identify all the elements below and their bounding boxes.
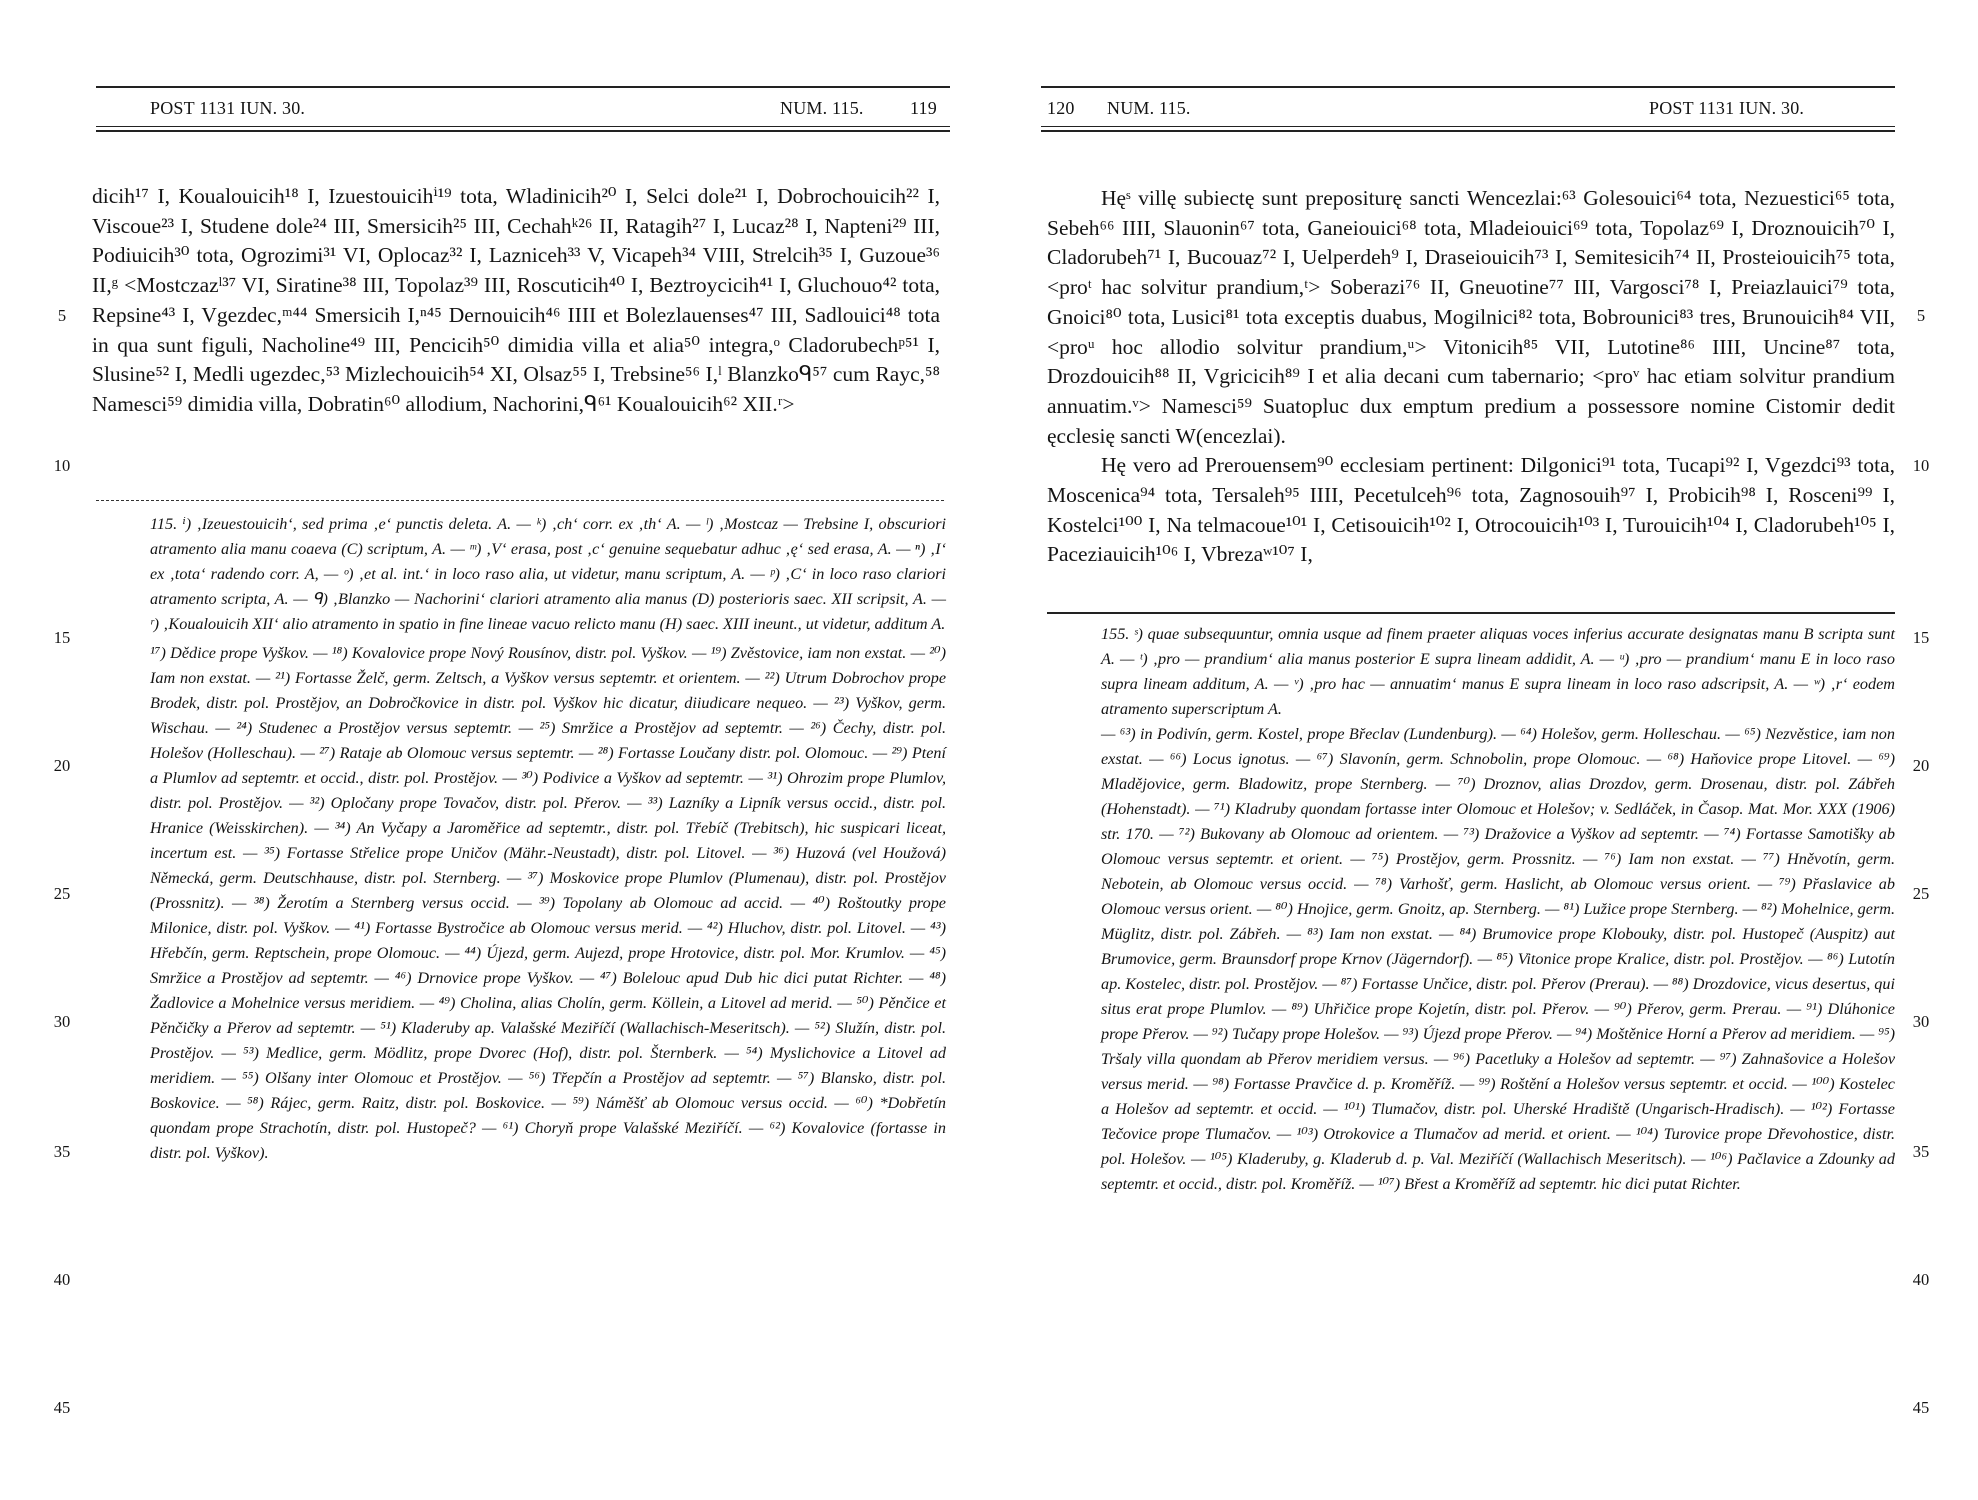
- charter-text-right: [1047, 184, 1895, 570]
- header-top-rule: [96, 86, 950, 88]
- page-number: 119: [910, 98, 937, 118]
- commentary-notes: — ⁶³) in Podivín, germ. Kostel, prope Břeclav (Lundenburg). — ⁶⁴) Holešov, germ. Holleschau. — ⁶⁵) Nezvěstice, iam non exstat. — ⁶⁶) Locus ignotus. — ⁶⁷) Slavonín, germ. Schnobolin, prope Olomouc. — ⁶⁸) Haňovice prope Litovel. — ⁶⁹) Mladějovice, germ. Bladowitz, prope Sternberg. — ⁷⁰) Droznov, alias Drozdov, germ. Drosenau, distr. pol. Zábřeh (Hohenstadt). — ⁷¹) Kladruby quondam fortasse inter Olomouc et Holešov; v. Sedláček, in Časop. Mat. Mor. XXX (1906) str. 170. — ⁷²) Bukovany ab Olomouc ad orientem. — ⁷³) Dražovice a Vyškov ad septemtr. — ⁷⁴) Fortasse Samotišky ab Olomouc versus septemtr. et orient. — ⁷⁵) Prostějov, germ. Prossnitz. — ⁷⁶) Iam non exstat. — ⁷⁷) Hněvotín, germ. Nebotein, ab Olomouc versus occid. — ⁷⁸) Varhošť, germ. Haslicht, ab Olomouc versus orient. — ⁷⁹) Přaslavice ab Olomouc versus orient. — ⁸⁰) Hnojice, germ. Gnoitz, ap. Sternberg. — ⁸¹) Lužice prope Sternberg. — ⁸²) Mohelnice, germ. Müglitz, distr. pol. Zábřeh. — ⁸³) Iam non exstat. — ⁸⁴) Brumovice prope Klobouky, distr. pol. Hustopeč (Auspitz) aut Brumovice, germ. Braunsdorf prope Krnov (Jägerndorf). — ⁸⁵) Vitonice prope Kralice, distr. pol. Prostějov. — ⁸⁶) Lutotín ap. Kostelec, distr. pol. Prostějov. — ⁸⁷) Fortasse Unčice, distr. pol. Přerov (Prerau). — ⁸⁸) Drozdovice, vicus desertus, qui situs erat prope Plumlov. — ⁸⁹) Uhřičice prope Kojetín, distr. pol. Přerov. — ⁹⁰) Přerov, germ. Prerau. — ⁹¹) Dlúhonice prope Přerov. — ⁹²) Tučapy prope Holešov. — ⁹³) Újezd prope Přerov. — ⁹⁴) Moštěnice Horní a Přerov ad meridiem. — ⁹⁵) Tršaly villa quondam ab Přerov meridiem versus. — ⁹⁶) Pacetluky a Holešov ad septemtr. — ⁹⁷) Zahnašovice a Holešov versus merid. — ⁹⁸) Fortasse Pravčice d. p. Kroměříž. — ⁹⁹) Roštění a Holešov versus septemtr. et occid. — ¹⁰⁰) Kostelec a Holešov ad septemtr. et occid. — ¹⁰¹) Tlumačov, distr. pol. Uherské Hradiště (Ungarisch-Hradisch). — ¹⁰²) Fortasse Tečovice prope Tlumačov. — ¹⁰³) Otrokovice a Tlumačov ad merid. et orient. — ¹⁰⁴) Turovice prope Dřevohostice, distr. pol. Holešov. — ¹⁰⁵) Kladeruby, g. Kladerub d. p. Val. Meziříčí (Wallachisch Meseritsch). — ¹⁰⁶) Pačlavice a Zdounky ad septemtr. et occid., distr. pol. Kroměříž. — ¹⁰⁷) Břest a Kroměříž ad septemtr. hic dici putat Richter.: [1101, 725, 1895, 1193]
- line-number: 20: [53, 756, 71, 775]
- line-number: 5: [1916, 306, 1926, 325]
- line-number: 45: [1912, 1398, 1930, 1417]
- line-number: 45: [53, 1398, 71, 1417]
- line-number: 5: [57, 306, 67, 325]
- line-number: 25: [53, 884, 71, 903]
- charter-paragraph: dicih¹⁷ I, Koualouicih¹⁸ I, Izuestouicihⁱ¹⁹ tota, Wladinicih²⁰ I, Selci dole²¹ I, Dobrochouicih²² I, Viscoue²³ I, Studene dole²⁴ III, Smersicih²⁵ III, Cechahᵏ²⁶ II, Ratagih²⁷ I, Lucaz²⁸ I, Napteni²⁹ III, Podiuicih³⁰ tota, Ogrozimi³¹ VI, Oplocaz³² I, Lazniceh³³ V, Vicapeh³⁴ VIII, Strelcih³⁵ I, Guzoue³⁶ II,ᵍ <Mostczazˡ³⁷ VI, Siratine³⁸ III, Topolaz³⁹ III, Roscuticih⁴⁰ I, Beztroycicih⁴¹ I, Gluchouo⁴² tota, Repsine⁴³ I, Vgezdec,ᵐ⁴⁴ Smersicih I,ⁿ⁴⁵ Dernouicih⁴⁶ IIII et Bolezlauenses⁴⁷ III, Sadlouici⁴⁸ tota in qua sunt figuli, Nacholine⁴⁹ III, Pencicih⁵⁰ dimidia villa et alia⁵⁰ integra,ᵒ Cladorubechᵖ⁵¹ I, Slusine⁵² I, Medli ugezdec,⁵³ Mizlechouicih⁵⁴ XI, Olsaz⁵⁵ I, Trebsine⁵⁶ I,ˡ Blanzkoᑫ⁵⁷ cum Rayc,⁵⁸ Namesci⁵⁹ dimidia villa, Dobratin⁶⁰ allodium, Nachorini,ᑫ⁶¹ Koualouicih⁶² XII.ʳ>: [92, 184, 940, 416]
- line-number: 10: [53, 456, 71, 475]
- right-page: [989, 0, 1978, 1500]
- line-number: 40: [1912, 1270, 1930, 1289]
- running-head-date: POST 1131 IUN. 30.: [150, 98, 306, 118]
- header-bottom-rule-double: [1041, 130, 1895, 132]
- line-number: 15: [53, 628, 71, 647]
- header-bottom-rule: [96, 126, 950, 127]
- running-head-date: POST 1131 IUN. 30.: [1649, 98, 1805, 118]
- line-number: 25: [1912, 884, 1930, 903]
- line-number: 10: [1912, 456, 1930, 475]
- header-bottom-rule: [1041, 126, 1895, 127]
- line-number: 30: [53, 1012, 71, 1031]
- line-number: 30: [1912, 1012, 1930, 1031]
- page-number: 120: [1047, 98, 1075, 118]
- running-head-num: NUM. 115.: [780, 98, 864, 118]
- footnotes-left: [150, 512, 946, 1166]
- charter-text-left: [92, 182, 940, 420]
- running-head-num: NUM. 115.: [1107, 98, 1191, 118]
- line-number: 20: [1912, 756, 1930, 775]
- textual-notes: 155. ˢ) quae subsequuntur, omnia usque ad finem praeter aliquas voces inferius accurate designatas manu B scripta sunt A. — ᵗ) ‚pro — prandium‘ alia manus posterior E supra lineam addidit, A. — ᵘ) ‚pro — prandium‘ manu E in loco raso supra lineam additum, A. — ᵛ) ‚pro hac — annuatim‘ manus E supra lineam in loco raso adscripsit, A. — ʷ) ‚r‘ eodem atramento superscriptum A.: [1101, 625, 1895, 718]
- line-number: 40: [53, 1270, 71, 1289]
- commentary-notes: ¹⁷) Dědice prope Vyškov. — ¹⁸) Kovalovice prope Nový Rousínov, distr. pol. Vyškov. — ¹⁹) Zvěstovice, iam non exstat. — ²⁰) Iam non exstat. — ²¹) Fortasse Želč, germ. Zeltsch, a Vyškov versus septemtr. et orientem. — ²²) Utrum Dobrochov prope Brodek, distr. pol. Prostějov, an Dobročkovice in distr. pol. Vyškov hic dicatur, diiudicare nequeo. — ²³) Vyškov, germ. Wischau. — ²⁴) Studenec a Prostějov versus septemtr. — ²⁵) Smržice a Prostějov ad septemtr. — ²⁶) Čechy, distr. pol. Holešov (Holleschau). — ²⁷) Rataje ab Olomouc versus septemtr. — ²⁸) Fortasse Loučany distr. pol. Olomouc. — ²⁹) Ptení a Plumlov ad septemtr. et occid., distr. pol. Prostějov. — ³⁰) Podivice a Vyškov ad septemtr. — ³¹) Ohrozim prope Plumlov, distr. pol. Prostějov. — ³²) Opločany prope Tovačov, distr. pol. Přerov. — ³³) Lazníky a Lipník versus occid., distr. pol. Hranice (Weisskirchen). — ³⁴) An Vyčapy a Jaroměřice ad septemtr., distr. pol. Třebíč (Trebitsch), hic suspicari liceat, incertum est. — ³⁵) Fortasse Střelice prope Uničov (Mähr.-Neustadt), distr. pol. Litovel. — ³⁶) Huzová (vel Houžová) Německá, germ. Deutschhause, distr. pol. Sternberg. — ³⁷) Moskovice prope Plumlov (Plumenau), distr. pol. Prostějov (Prossnitz). — ³⁸) Žerotím a Sternberg versus occid. — ³⁹) Topolany ab Olomouc ad accid. — ⁴⁰) Roštoutky prope Milonice, distr. pol. Vyškov. — ⁴¹) Fortasse Bystročice ab Olomouc versus merid. — ⁴²) Hluchov, distr. pol. Litovel. — ⁴³) Hřebčín, germ. Reptschein, prope Olomouc. — ⁴⁴) Újezd, germ. Aujezd, prope Hrotovice, distr. pol. Mor. Krumlov. — ⁴⁵) Smržice a Prostějov ad septemtr. — ⁴⁶) Drnovice prope Vyškov. — ⁴⁷) Bolelouc apud Dub hic dici putat Richter. — ⁴⁸) Žadlovice a Mohelnice versus meridiem. — ⁴⁹) Cholina, alias Cholín, germ. Köllein, a Litovel ad merid. — ⁵⁰) Pěnčice et Pěnčičky a Přerov ad septemtr. — ⁵¹) Kladeruby ap. Valašské Meziříčí (Wallachisch-Meseritsch). — ⁵²) Služín, distr. pol. Prostějov. — ⁵³) Medlice, germ. Mödlitz, prope Dvorec (Hof), distr. pol. Šternberk. — ⁵⁴) Myslichovice a Litovel ad meridiem. — ⁵⁵) Olšany inter Olomouc et Prostějov. — ⁵⁶) Třepčín a Prostějov ad septemtr. — ⁵⁷) Blansko, distr. pol. Boskovice. — ⁵⁸) Rájec, germ. Raitz, distr. pol. Boskovice. — ⁵⁹) Náměšť ab Olomouc versus occid. — ⁶⁰) *Dobřetín quondam prope Strachotín, distr. pol. Hustopeč? — ⁶¹) Choryň prope Valašské Meziříčí. — ⁶²) Kovalovice (fortasse in distr. pol. Vyškov).: [150, 644, 946, 1162]
- line-number: 15: [1912, 628, 1930, 647]
- footnotes-right: [1101, 622, 1895, 1197]
- charter-paragraph: Hęˢ villę subiectę sunt prepositurę sancti Wencezlai:⁶³ Golesouici⁶⁴ tota, Nezuestici⁶⁵ tota, Sebeh⁶⁶ IIII, Slauonin⁶⁷ tota, Ganeiouici⁶⁸ tota, Mladeiouici⁶⁹ tota, Topolaz⁶⁹ I, Droznouicih⁷⁰ I, Cladorubeh⁷¹ I, Bucouaz⁷² I, Uelperdeh⁹ I, Draseiouicih⁷³ I, Semitesicih⁷⁴ II, Prosteiouicih⁷⁵ tota, <proᵗ hac solvitur prandium,ᵗ> Soberazi⁷⁶ II, Gneuotine⁷⁷ III, Vargosci⁷⁸ I, Preiazlauici⁷⁹ tota, Gnoici⁸⁰ tota, Lusici⁸¹ tota exceptis duabus, Mogilnici⁸² tota, Bobrounici⁸³ tres, Brunouicih⁸⁴ VII, <proᵘ hoc allodio solvitur prandium,ᵘ> Vitonicih⁸⁵ VII, Lutotine⁸⁶ IIII, Uncine⁸⁷ tota, Drozdouicih⁸⁸ II, Vgricicih⁸⁹ I et alia decani cum tabernario; <proᵛ hac etiam solvitur prandium annuatim.ᵛ> Namesci⁵⁹ Suatopluc dux emptum predium a possessore nomine Cistomir dedit ęcclesię sancti W(encezlai).: [1047, 186, 1895, 448]
- line-number: 35: [1912, 1142, 1930, 1161]
- textual-notes: 115. ⁱ) ‚Izeuestouicih‘, sed prima ‚e‘ punctis deleta. A. — ᵏ) ‚ch‘ corr. ex ‚th‘ A. — ˡ) ‚Mostcaz — Trebsine I, obscuriori atramento alia manu coaeva (C) scriptum, A. — ᵐ) ‚V‘ erasa, post ‚c‘ genuine sequebatur adhuc ‚ę‘ sed erasa, A. — ⁿ) ‚I‘ ex ‚tota‘ radendo corr. A, — ᵒ) ‚et al. int.‘ in loco raso alia, ut videtur, manu scriptum, A. — ᵖ) ‚C‘ in loco raso clariori atramento scripta, A. — ᑫ) ‚Blanzko — Nachorini‘ clariori atramento alia manus (D) posterioris saec. XII scripsit, A. — ʳ) ‚Koualouicih XII‘ alio atramento in spatio in fine lineae vacuo relicto manu (H) saec. XIII ineunt., ut videtur, additum A.: [150, 515, 946, 633]
- footnote-separator: [96, 500, 944, 501]
- footnote-separator: [1047, 612, 1895, 614]
- header-top-rule: [1041, 86, 1895, 88]
- header-bottom-rule-double: [96, 130, 950, 132]
- line-number: 35: [53, 1142, 71, 1161]
- charter-paragraph: Hę vero ad Prerouensem⁹⁰ ecclesiam pertinent: Dilgonici⁹¹ tota, Tucapi⁹² I, Vgezdci⁹³ tota, Moscenica⁹⁴ tota, Tersaleh⁹⁵ IIII, Pecetulceh⁹⁶ tota, Zagnosouih⁹⁷ I, Probicih⁹⁸ I, Rosceni⁹⁹ I, Kostelci¹⁰⁰ I, Na telmacoue¹⁰¹ I, Cetisouicih¹⁰² I, Otrocouicih¹⁰³ I, Turouicih¹⁰⁴ I, Cladorubeh¹⁰⁵ I, Paceziauicih¹⁰⁶ I, Vbrezaʷ¹⁰⁷ I,: [1047, 453, 1895, 567]
